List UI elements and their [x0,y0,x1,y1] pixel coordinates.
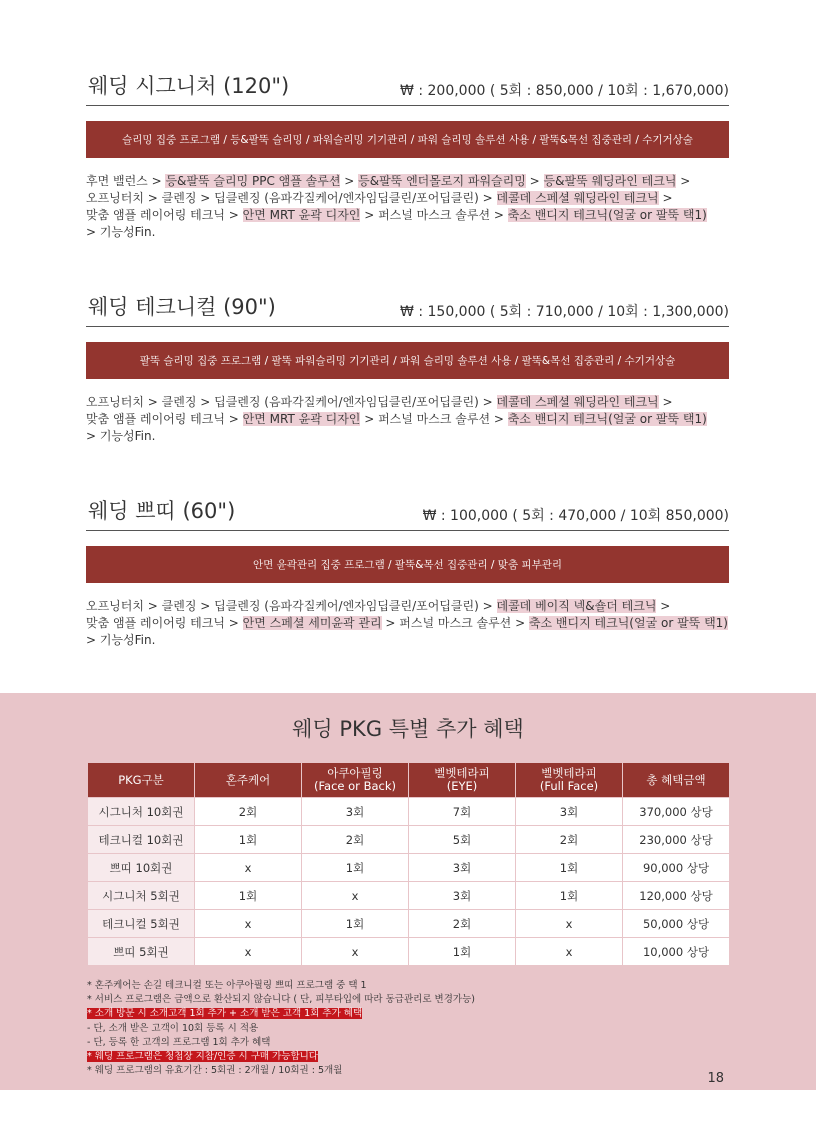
row-label-cell: 시그니처 10회권 [88,798,195,826]
program-section-technical [86,293,729,445]
procedure-line [86,224,729,241]
highlighted-step: 안면 스페셜 세미윤곽 관리 [242,616,382,630]
table-cell: 1회 [302,910,409,938]
note-text: * 혼주케어는 손길 테크니컬 또는 아쿠아필링 쁘띠 프로그램 중 택 1 [87,980,367,991]
header-cell-line: PKG구분 [118,772,164,787]
table-cell: 3회 [409,882,516,910]
step-text: > [658,191,673,205]
procedure-line [86,411,729,428]
section-header [86,497,729,531]
procedure-line [86,615,729,632]
section-divider [86,326,729,327]
header-cell-line: (EYE) [446,779,478,793]
highlighted-step: 데콜데 베이직 넥&숄더 테크닉 [496,599,657,613]
section-header [86,72,729,106]
table-cell: 50,000 상당 [623,910,730,938]
step-text: > 기능성Fin. [86,429,156,443]
section-title: 웨딩 테크니컬 (90") [88,295,276,319]
note-text: * 웨딩 프로그램의 유효기간 : 5회권 : 2개월 / 10회권 : 5개월 [87,1065,343,1077]
table-cell: 3회 [516,798,623,826]
step-text: 오프닝터치 > 클렌징 > 딥클렌징 (음파각질케어/엔자임딥클린/포어딥클린) > [86,395,497,409]
page-number: 18 [707,1071,724,1086]
step-text: > [525,174,544,188]
table-cell: 5회 [409,826,516,854]
table-header-cell [516,763,623,798]
row-label-cell: 쁘띠 5회권 [88,938,195,966]
section-summary-bar: 슬리밍 집중 프로그램 / 등&팔뚝 슬리밍 / 파워슬리밍 기기관리 / 파워 슬리밍 솔루션 사용 / 팔뚝&목선 집중관리 / 수기거상술 [86,121,729,158]
table-cell: 7회 [409,798,516,826]
procedure-line [86,598,729,615]
note-line [87,1036,475,1050]
table-header-cell [302,763,409,798]
note-text: - 단, 소개 받은 고객이 10회 등록 시 적용 [87,1022,259,1034]
section-price: ₩ : 100,000 ( 5회 : 470,000 / 10회 850,000) [422,508,729,524]
step-text: 오프닝터치 > 클렌징 > 딥클렌징 (음파각질케어/엔자임딥클린/포어딥클린) > [86,599,497,613]
table-cell: x [302,938,409,966]
row-label-cell: 시그니처 5회권 [88,882,195,910]
row-label-cell: 테크니컬 5회권 [88,910,195,938]
program-section-signature [86,72,729,241]
table-header-cell [195,763,302,798]
header-cell-line: 아쿠아필링 [327,766,383,780]
table-cell: 2회 [195,798,302,826]
section-divider [86,530,729,531]
program-section-petit [86,497,729,649]
procedure-line [86,190,729,207]
step-text: > 기능성Fin. [86,633,156,647]
note-line [87,1022,475,1036]
step-text: 후면 밸런스 > [86,174,166,188]
table-cell: x [302,882,409,910]
section-price: ₩ : 150,000 ( 5회 : 710,000 / 10회 : 1,300,000) [400,304,729,320]
section-summary-bar: 팔뚝 슬리밍 집중 프로그램 / 팔뚝 파워슬리밍 기기관리 / 파워 슬리밍 솔루션 사용 / 팔뚝&목선 집중관리 / 수기거상술 [86,342,729,379]
step-text: > [656,599,671,613]
section-procedure-text [86,173,729,241]
table-row [88,826,730,854]
highlighted-step: 등&팔뚝 슬리밍 PPC 앰플 솔루션 [165,174,341,188]
table-row [88,882,730,910]
highlighted-note: * 소개 방문 시 소개고객 1회 추가 + 소개 받은 고객 1회 추가 혜택 [87,1008,363,1020]
step-text: > 퍼스널 마스크 솔루션 > [360,208,508,222]
table-cell: 1회 [195,882,302,910]
table-row [88,910,730,938]
highlighted-step: 축소 밴디지 테크닉(얼굴 or 팔뚝 택1) [507,208,707,222]
step-text: 오프닝터치 > 클렌징 > 딥클렌징 (음파각질케어/엔자임딥클린/포어딥클린) > [86,191,497,205]
note-line [87,1064,475,1078]
table-cell: 2회 [409,910,516,938]
step-text: 맞춤 앰플 레이어링 테크닉 > [86,208,243,222]
header-cell-line: 총 혜택금액 [646,772,706,787]
section-title: 웨딩 시그니처 (120") [88,74,290,98]
row-label-cell: 테크니컬 10회권 [88,826,195,854]
step-text: > 기능성Fin. [86,225,156,239]
highlighted-step: 데콜데 스페셜 웨딩라인 테크닉 [496,191,659,205]
table-cell: x [195,938,302,966]
note-line [87,993,475,1007]
table-cell: x [195,854,302,882]
pkg-title: 웨딩 PKG 특별 추가 혜택 [292,717,524,741]
procedure-line [86,207,729,224]
section-summary-bar: 안면 윤곽관리 집중 프로그램 / 팔뚝&목선 집중관리 / 맞춤 피부관리 [86,546,729,583]
procedure-line [86,428,729,445]
section-procedure-text [86,598,729,649]
section-header [86,293,729,327]
step-text: > [658,395,673,409]
highlighted-step: 안면 MRT 윤곽 디자인 [242,412,361,426]
table-cell: 3회 [302,798,409,826]
pkg-notes [87,979,475,1078]
table-header-cell [409,763,516,798]
table-cell: x [516,938,623,966]
table-cell: 2회 [516,826,623,854]
header-cell-line: 혼주케어 [225,772,271,787]
header-cell-line: (Face or Back) [314,779,396,793]
table-cell: 2회 [302,826,409,854]
table-header-cell [623,763,730,798]
procedure-line [86,632,729,649]
step-text: > [340,174,359,188]
note-line [87,979,475,993]
table-cell: 370,000 상당 [623,798,730,826]
highlighted-note: * 웨딩 프로그램은 청첩장 지참/인증 시 구매 가능합니다 [87,1051,318,1063]
table-cell: x [516,910,623,938]
table-cell: 90,000 상당 [623,854,730,882]
section-procedure-text [86,394,729,445]
table-cell: 10,000 상당 [623,938,730,966]
row-label-cell: 쁘띠 10회권 [88,854,195,882]
highlighted-step: 축소 밴디지 테크닉(얼굴 or 팔뚝 택1) [528,616,728,630]
step-text: > 퍼스널 마스크 솔루션 > [381,616,529,630]
table-cell: x [195,910,302,938]
procedure-line [86,173,729,190]
table-row [88,854,730,882]
header-cell-line: 벨벳테라피 [434,766,490,780]
table-cell: 1회 [516,854,623,882]
procedure-line [86,394,729,411]
step-text: > [676,174,691,188]
table-cell: 230,000 상당 [623,826,730,854]
section-title: 웨딩 쁘띠 (60") [88,499,236,523]
section-divider [86,105,729,106]
pkg-benefit-panel [0,693,816,1090]
table-cell: 1회 [516,882,623,910]
table-row [88,798,730,826]
step-text: 맞춤 앰플 레이어링 테크닉 > [86,412,243,426]
header-cell-line: (Full Face) [539,779,599,793]
step-text: 맞춤 앰플 레이어링 테크닉 > [86,616,243,630]
pkg-benefit-table [87,762,730,966]
table-cell: 3회 [409,854,516,882]
note-line [87,1050,475,1064]
table-cell: 1회 [409,938,516,966]
highlighted-step: 등&팔뚝 엔더몰로지 파워슬리밍 [358,174,526,188]
highlighted-step: 안면 MRT 윤곽 디자인 [242,208,361,222]
section-price: ₩ : 200,000 ( 5회 : 850,000 / 10회 : 1,670,000) [400,83,729,99]
table-cell: 1회 [302,854,409,882]
highlighted-step: 축소 밴디지 테크닉(얼굴 or 팔뚝 택1) [507,412,707,426]
header-cell-line: 벨벳테라피 [541,766,597,780]
highlighted-step: 등&팔뚝 웨딩라인 테크닉 [543,174,677,188]
note-text: - 단, 등록 한 고객의 프로그램 1회 추가 혜택 [87,1036,271,1048]
table-row [88,938,730,966]
table-header-row [88,763,730,798]
note-line [87,1007,475,1021]
note-text: * 서비스 프로그램은 금액으로 환산되지 않습니다 ( 단, 피부타입에 따라 동급관리로 변경가능) [87,994,475,1006]
table-cell: 1회 [195,826,302,854]
step-text: > 퍼스널 마스크 솔루션 > [360,412,508,426]
highlighted-step: 데콜데 스페셜 웨딩라인 테크닉 [496,395,659,409]
table-cell: 120,000 상당 [623,882,730,910]
table-header-cell [88,763,195,798]
